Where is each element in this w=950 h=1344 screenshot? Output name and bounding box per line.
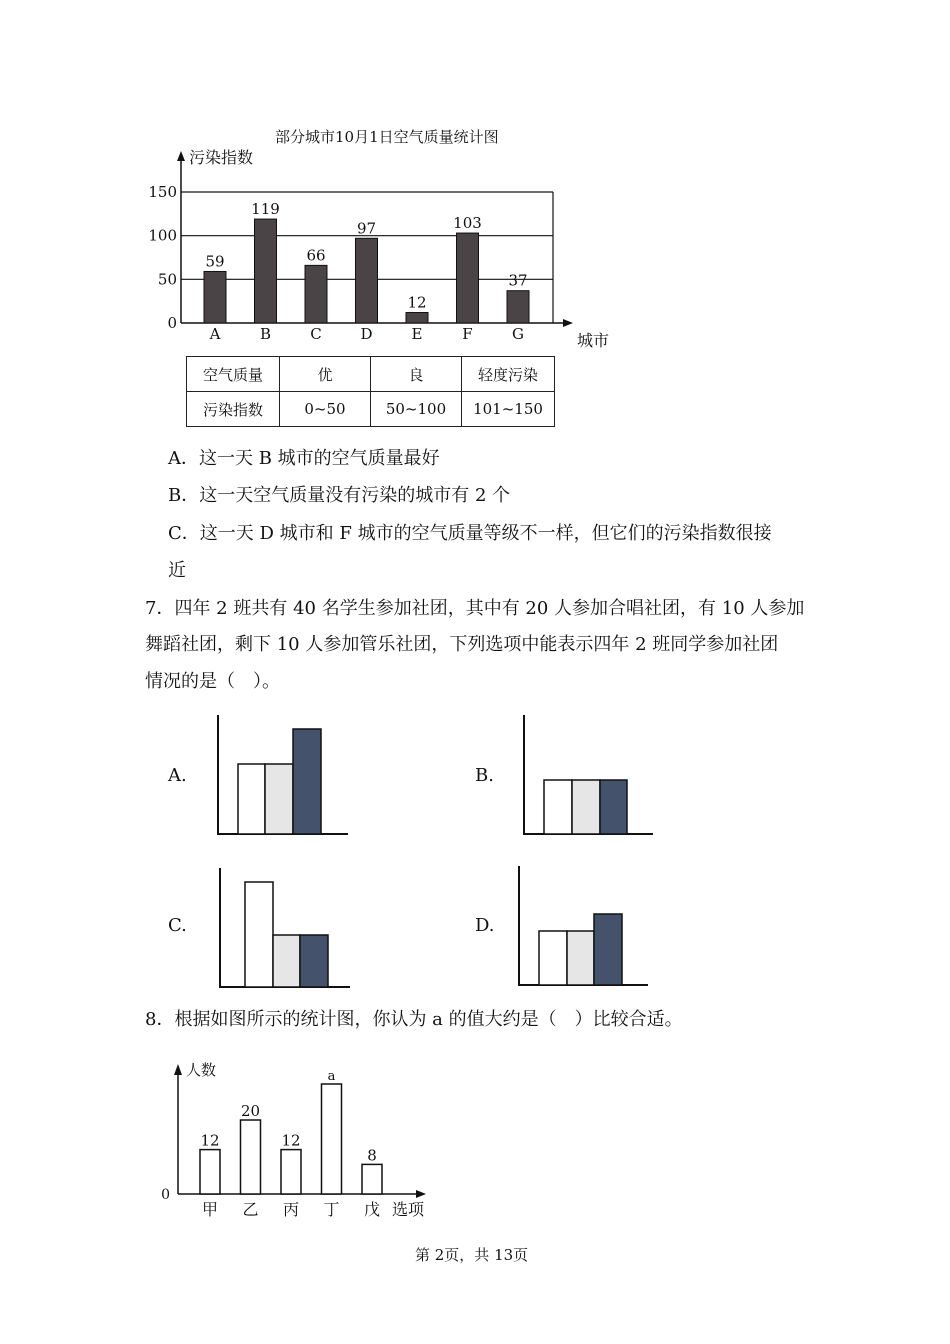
table-cell: 良 [371, 357, 462, 392]
y-tick-label: 150 [148, 183, 177, 201]
x-axis-label: 选项 [392, 1200, 425, 1219]
data-label: 8 [367, 1146, 377, 1165]
bar [600, 780, 627, 834]
q7-option-label-c: C. [168, 915, 187, 936]
q8-chart [150, 1055, 450, 1225]
q7-option-charts [0, 700, 950, 1000]
y-axis-arrow [177, 151, 185, 161]
bar [356, 238, 378, 323]
data-label: 66 [306, 246, 326, 265]
bar [200, 1150, 220, 1194]
data-label: 97 [356, 219, 377, 238]
table-row [187, 392, 555, 427]
bar [572, 780, 600, 834]
data-label: 12 [281, 1131, 301, 1150]
bar [204, 271, 226, 323]
bar [322, 1084, 342, 1194]
air-quality-table [186, 356, 555, 427]
x-tick-label: 戊 [363, 1200, 381, 1219]
q7-chart-a [218, 715, 348, 834]
y-axis-label: 污染指数 [189, 148, 254, 167]
bar [281, 1150, 301, 1194]
data-label: 103 [453, 214, 482, 233]
bar [245, 882, 273, 987]
table-cell: 50~100 [371, 392, 462, 427]
data-label: 119 [251, 200, 280, 219]
air-quality-chart [140, 145, 620, 355]
page-footer: 第 2页，共 13页 [415, 1246, 529, 1264]
x-tick-label: 甲 [201, 1200, 219, 1219]
data-label: 12 [407, 293, 427, 312]
y-tick-label: 50 [157, 270, 177, 289]
bar [300, 935, 328, 987]
q7-option-label-b: B. [475, 765, 494, 786]
bar [507, 291, 529, 323]
bar [539, 931, 567, 985]
q7-option-label-a: A. [168, 765, 187, 786]
x-axis-arrow [416, 1190, 426, 1198]
y-axis-arrow [174, 1064, 182, 1075]
data-label: 20 [240, 1102, 261, 1120]
q6-option-c: C．这一天 D 城市和 F 城市的空气质量等级不一样，但它们的污染指数很接 [168, 523, 772, 544]
bar [362, 1164, 382, 1194]
x-tick-label: 丙 [282, 1200, 300, 1219]
x-axis-arrow [563, 319, 573, 327]
bar [293, 729, 321, 834]
q6-option-b: B．这一天空气质量没有污染的城市有 2 个 [168, 485, 511, 506]
x-tick-label: A [209, 325, 221, 343]
bar [567, 931, 594, 985]
bar [457, 233, 479, 323]
bar [544, 780, 572, 834]
x-tick-label: 丁 [323, 1200, 340, 1219]
q8-question: 8．根据如图所示的统计图，你认为 a 的值大约是（ ）比较合适。 [145, 1009, 683, 1030]
q7-chart-c [220, 868, 350, 987]
table-cell: 0~50 [280, 392, 371, 427]
bar [594, 914, 622, 985]
data-label: a [327, 1069, 336, 1084]
x-axis-label: 城市 [577, 331, 610, 350]
x-tick-label: D [360, 325, 373, 343]
bar [305, 265, 327, 323]
bar [255, 219, 277, 323]
x-tick-label: C [310, 325, 322, 343]
x-tick-label: B [259, 325, 272, 343]
q6-option-c-cont: 近 [168, 560, 186, 581]
table-cell: 轻度污染 [462, 357, 555, 392]
q7-line-2: 舞蹈社团，剩下 10 人参加管乐社团，下列选项中能表示四年 2 班同学参加社团 [145, 634, 779, 655]
table-cell: 污染指数 [187, 392, 280, 427]
x-tick-label: F [462, 325, 473, 343]
q7-chart-d [519, 866, 648, 985]
data-label: 37 [508, 271, 528, 290]
x-tick-label: E [411, 325, 423, 343]
q7-option-label-d: D. [475, 915, 495, 936]
table-cell: 101~150 [462, 392, 555, 427]
q7-line-3: 情况的是（ ）。 [145, 671, 280, 692]
x-tick-label: 乙 [242, 1200, 259, 1219]
table-cell: 空气质量 [187, 357, 280, 392]
chart1-title: 部分城市10月1日空气质量统计图 [275, 128, 499, 146]
bar [273, 935, 300, 987]
bar [265, 764, 293, 834]
q6-option-a: A．这一天 B 城市的空气质量最好 [168, 448, 440, 469]
x-tick-label: G [512, 325, 524, 343]
bar [238, 764, 265, 834]
y-tick-label: 0 [167, 314, 177, 332]
data-label: 12 [200, 1131, 220, 1150]
y-axis-label: 人数 [186, 1061, 217, 1079]
y-tick-label: 100 [148, 226, 177, 245]
bar [406, 313, 428, 323]
q7-line-1: 7．四年 2 班共有 40 名学生参加社团，其中有 20 人参加合唱社团，有 10 人参加 [145, 598, 805, 619]
bar [241, 1120, 261, 1194]
table-cell: 优 [280, 357, 371, 392]
data-label: 59 [205, 252, 225, 271]
table-row [187, 357, 555, 392]
origin-label: 0 [161, 1187, 170, 1203]
q7-chart-b [524, 715, 653, 834]
